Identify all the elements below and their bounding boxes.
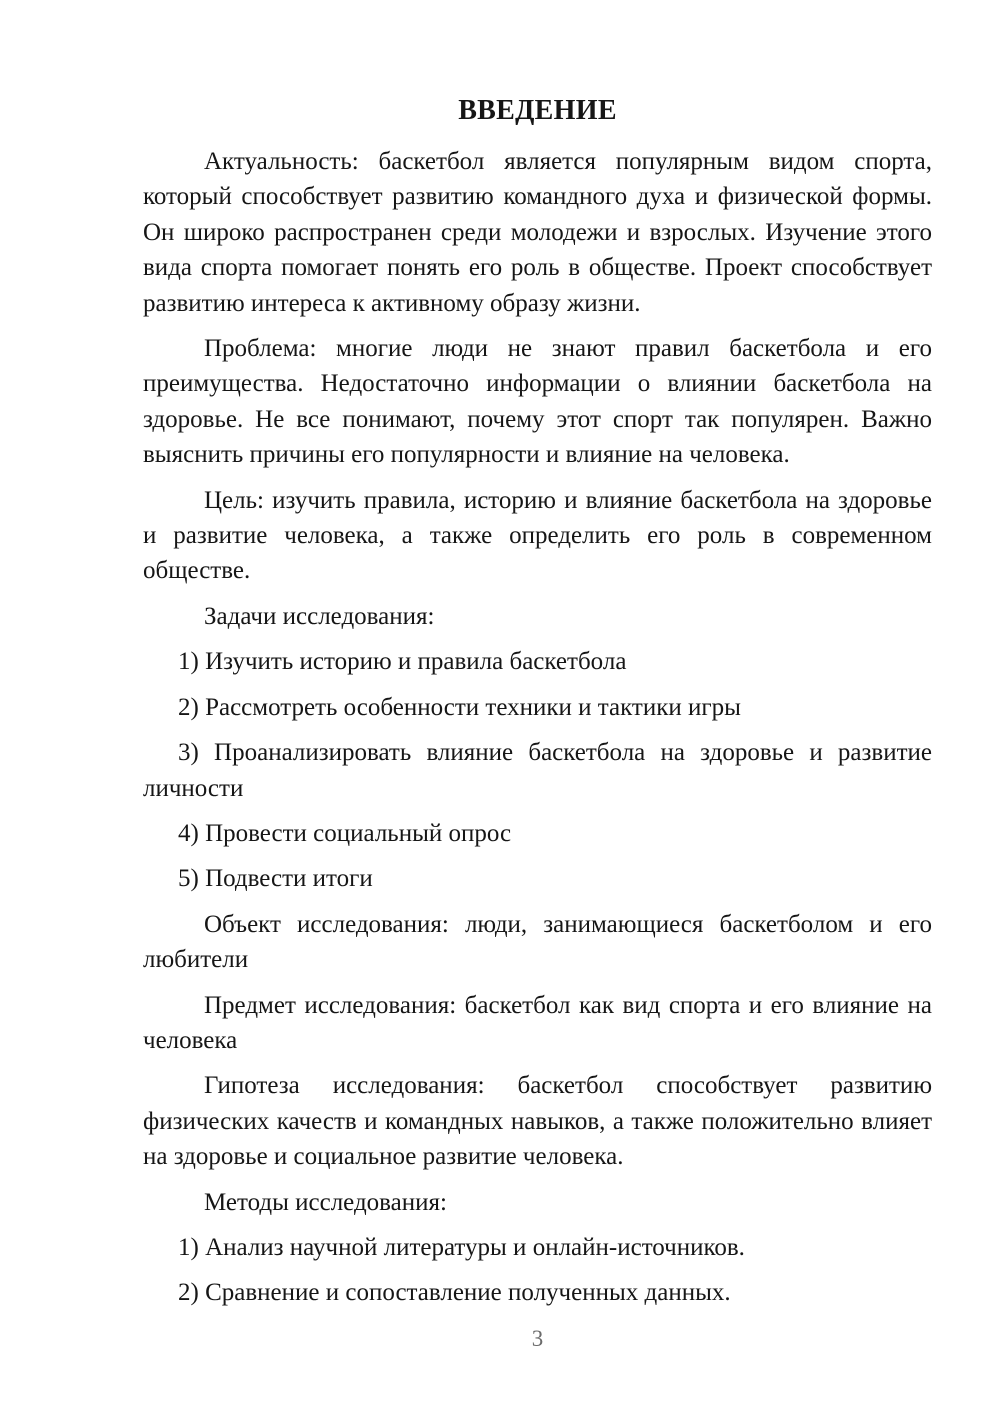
text-line: Методы исследования: — [204, 1188, 447, 1216]
text-line: 1) Анализ научной литературы и онлайн-источников. — [178, 1233, 745, 1261]
text-line: обществе. — [143, 557, 251, 585]
text-line: 4) Провести социальный опрос — [178, 819, 512, 847]
text-line: физических качеств и командных навыков, а также положительно влияет — [143, 1107, 932, 1135]
task-item-4 — [143, 816, 932, 851]
text-line: на здоровье и социальное развитие человека. — [143, 1143, 624, 1171]
task-item-2 — [143, 690, 932, 725]
text-line: развитию интереса к активному образу жизни. — [143, 289, 641, 317]
text-line: 3) Проанализировать влияние баскетбола на здоровье и развитие — [178, 739, 932, 767]
paragraph-relevance — [143, 144, 932, 321]
page-title: ВВЕДЕНИЕ — [458, 95, 617, 126]
text-line: преимущества. Недостаточно информации о влиянии баскетбола на — [143, 370, 932, 398]
text-line: 5) Подвести итоги — [178, 865, 373, 893]
text-line: любители — [143, 946, 249, 974]
document-body — [143, 144, 932, 1311]
task-item-3 — [143, 735, 932, 806]
paragraph-hypothesis — [143, 1068, 932, 1174]
paragraph-object — [143, 907, 932, 978]
text-line: Предмет исследования: баскетбол как вид спорта и его влияние на — [204, 991, 932, 1019]
text-line: личности — [143, 774, 244, 802]
task-item-5 — [143, 861, 932, 896]
task-item-1 — [143, 644, 932, 679]
text-line: вида спорта помогает понять его роль в обществе. Проект способствует — [143, 254, 932, 282]
paragraph-problem — [143, 331, 932, 473]
text-line: 2) Сравнение и сопоставление полученных данных. — [178, 1279, 731, 1307]
text-line: Проблема: многие люди не знают правил баскетбола и его — [204, 335, 932, 363]
text-line: выяснить причины его популярности и влияние на человека. — [143, 441, 790, 469]
method-item-1 — [143, 1230, 932, 1265]
text-line: который способствует развитию командного духа и физической формы. — [143, 183, 932, 211]
text-line: Объект исследования: люди, занимающиеся баскетболом и его — [204, 910, 932, 938]
text-line: здоровье. Не все понимают, почему этот спорт так популярен. Важно — [143, 405, 932, 433]
method-item-2 — [143, 1275, 932, 1310]
paragraph-subject — [143, 988, 932, 1059]
text-line: Актуальность: баскетбол является популярным видом спорта, — [204, 148, 932, 175]
text-line: 2) Рассмотреть особенности техники и тактики игры — [178, 693, 741, 721]
text-line: и развитие человека, а также определить его роль в современном — [143, 522, 932, 550]
paragraph-methods-heading — [143, 1185, 932, 1220]
page-number: 3 — [531, 1325, 544, 1351]
text-line: человека — [143, 1026, 238, 1054]
text-line: 1) Изучить историю и правила баскетбола — [178, 648, 627, 676]
paragraph-goal — [143, 483, 932, 589]
text-line: Задачи исследования: — [204, 602, 435, 630]
text-line: Гипотеза исследования: баскетбол способствует развитию — [204, 1072, 932, 1100]
text-line: Цель: изучить правила, историю и влияние баскетбола на здоровье — [204, 486, 932, 514]
paragraph-tasks-heading — [143, 599, 932, 634]
page-content — [143, 93, 932, 1356]
text-line: Он широко распространен среди молодежи и взрослых. Изучение этого — [143, 218, 932, 246]
